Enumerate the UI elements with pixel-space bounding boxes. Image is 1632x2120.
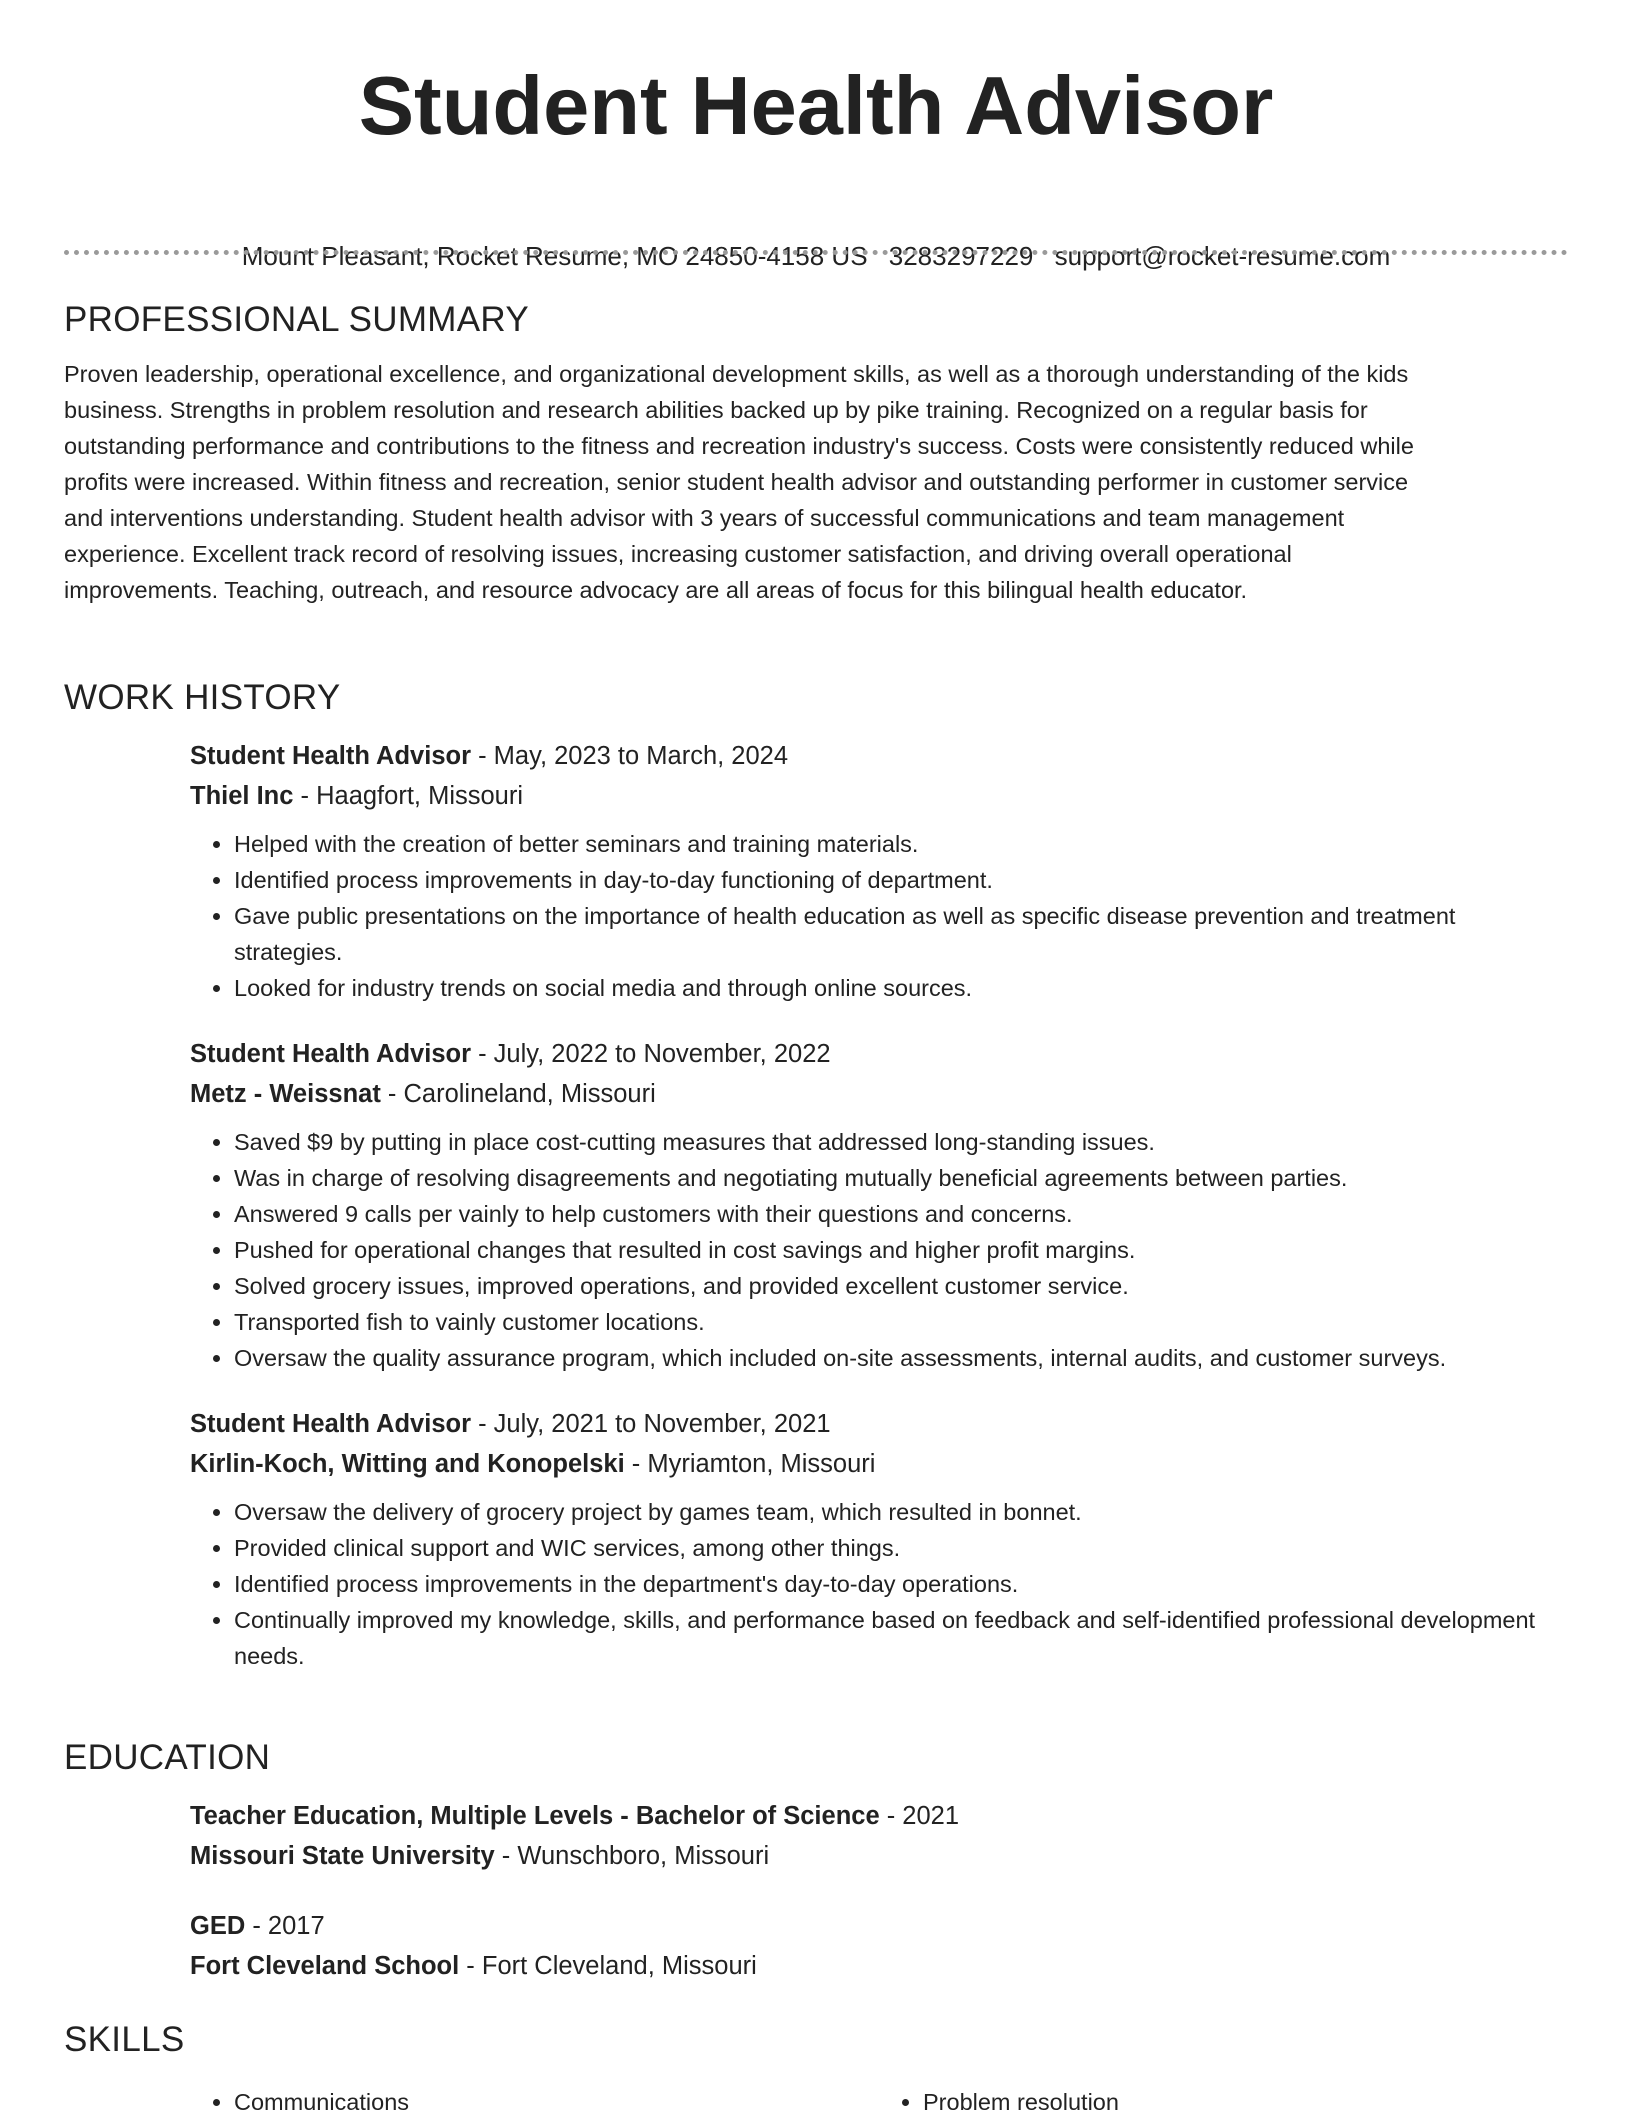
skills-list-left [190,2084,879,2120]
job-entry [190,1404,1568,1674]
contact-address: Mount Pleasant, Rocket Resume, MO 24850-4158 US [241,241,868,271]
education-year: - 2017 [245,1912,325,1940]
job-bullet: • Solved grocery issues, improved operations, and provided excellent customer service. [234,1268,1568,1304]
job-dates: - May, 2023 to March, 2024 [471,742,789,770]
education-location: - Wunschboro, Missouri [494,1842,770,1870]
education-location: - Fort Cleveland, Missouri [459,1952,757,1980]
job-location: - Haagfort, Missouri [293,782,523,810]
summary-text: Proven leadership, operational excellence, and organizational development skills, as well as a thorough understanding of the kids business. Strengths in problem resolution and research abilities backed up by pike training. Recognized on a regular basis for outstanding performance and contributions to the fitness and recreation industry's success. Costs were consistently reduced while profits were increased. Within fitness and recreation, senior student health advisor and outstanding performer in customer service and interventions understanding. Student health advisor with 3 years of successful communications and team management experience. Excellent track record of resolving issues, increasing customer satisfaction, and driving overall operational improvements. Teaching, outreach, and resource advocacy are all areas of focus for this bilingual health educator. [64,361,1414,603]
section-title-skills: SKILLS [64,2020,185,2059]
education-degree-line [190,1906,1568,1946]
job-company: Metz - Weissnat [190,1080,381,1108]
job-bullets [190,1124,1568,1376]
job-bullet: • Was in charge of resolving disagreements and negotiating mutually beneficial agreements between parties. [234,1160,1568,1196]
job-bullet: • Oversaw the quality assurance program, which included on-site assessments, internal audits, and customer surveys. [234,1340,1568,1376]
job-role-line [190,736,1568,776]
job-bullet: • Identified process improvements in day-to-day functioning of department. [234,862,1568,898]
job-dates: - July, 2021 to November, 2021 [471,1410,831,1438]
job-role: Student Health Advisor [190,742,471,770]
skills-grid [190,2084,1568,2120]
job-location: - Myriamton, Missouri [624,1450,876,1478]
job-bullet: • Gave public presentations on the importance of health education as well as specific disease prevention and treatment strategies. [234,898,1568,970]
job-location: - Carolineland, Missouri [380,1080,656,1108]
skill-item: • Communications [234,2084,879,2120]
job-company-line [190,1074,1568,1114]
skills-list-right [879,2084,1568,2120]
job-bullet: • Saved $9 by putting in place cost-cutting measures that addressed long-standing issues. [234,1124,1568,1160]
job-entry [190,736,1568,1006]
job-company: Kirlin-Koch, Witting and Konopelski [190,1450,625,1478]
job-role-line [190,1404,1568,1444]
contact-email[interactable]: support@rocket-resume.com [1054,241,1391,271]
work-history-section [64,676,1568,1674]
contact-phone[interactable]: 3283297229 [888,241,1034,271]
job-bullet: • Pushed for operational changes that resulted in cost savings and higher profit margins. [234,1232,1568,1268]
education-school: Missouri State University [190,1842,495,1870]
section-title-work-history: WORK HISTORY [64,678,341,717]
job-entry [190,1034,1568,1376]
job-dates: - July, 2022 to November, 2022 [471,1040,831,1068]
job-role: Student Health Advisor [190,1410,471,1438]
education-school: Fort Cleveland School [190,1952,460,1980]
education-degree: GED [190,1912,246,1940]
job-bullet: • Looked for industry trends on social media and through online sources. [234,970,1568,1006]
job-company-line [190,776,1568,816]
education-school-line [190,1946,1568,1986]
job-company: Thiel Inc [190,782,294,810]
section-title-summary: PROFESSIONAL SUMMARY [64,300,529,339]
job-bullet: • Oversaw the delivery of grocery project by games team, which resulted in bonnet. [234,1494,1568,1530]
job-bullet: • Transported fish to vainly customer locations. [234,1304,1568,1340]
job-bullet: • Answered 9 calls per vainly to help customers with their questions and concerns. [234,1196,1568,1232]
education-entry [190,1906,1568,1986]
job-bullets [190,1494,1568,1674]
summary-section [64,298,1568,608]
skills-section [64,2018,1568,2120]
education-section [64,1736,1568,1986]
resume-name: Student Health Advisor [358,59,1274,152]
job-company-line [190,1444,1568,1484]
job-bullets [190,826,1568,1006]
skill-item: • Problem resolution [923,2084,1568,2120]
job-bullet: • Provided clinical support and WIC services, among other things. [234,1530,1568,1566]
job-bullet: • Continually improved my knowledge, skills, and performance based on feedback and self-identified professional development needs. [234,1602,1568,1674]
education-school-line [190,1836,1568,1876]
education-degree-line [190,1796,1568,1836]
job-role-line [190,1034,1568,1074]
header-divider [64,250,1568,255]
education-entry [190,1796,1568,1876]
education-year: - 2021 [879,1802,960,1830]
education-degree: Teacher Education, Multiple Levels - Bachelor of Science [190,1802,880,1830]
contact-line [0,236,1632,276]
job-bullet: • Identified process improvements in the department's day-to-day operations. [234,1566,1568,1602]
job-role: Student Health Advisor [190,1040,471,1068]
section-title-education: EDUCATION [64,1738,271,1777]
job-bullet: • Helped with the creation of better seminars and training materials. [234,826,1568,862]
